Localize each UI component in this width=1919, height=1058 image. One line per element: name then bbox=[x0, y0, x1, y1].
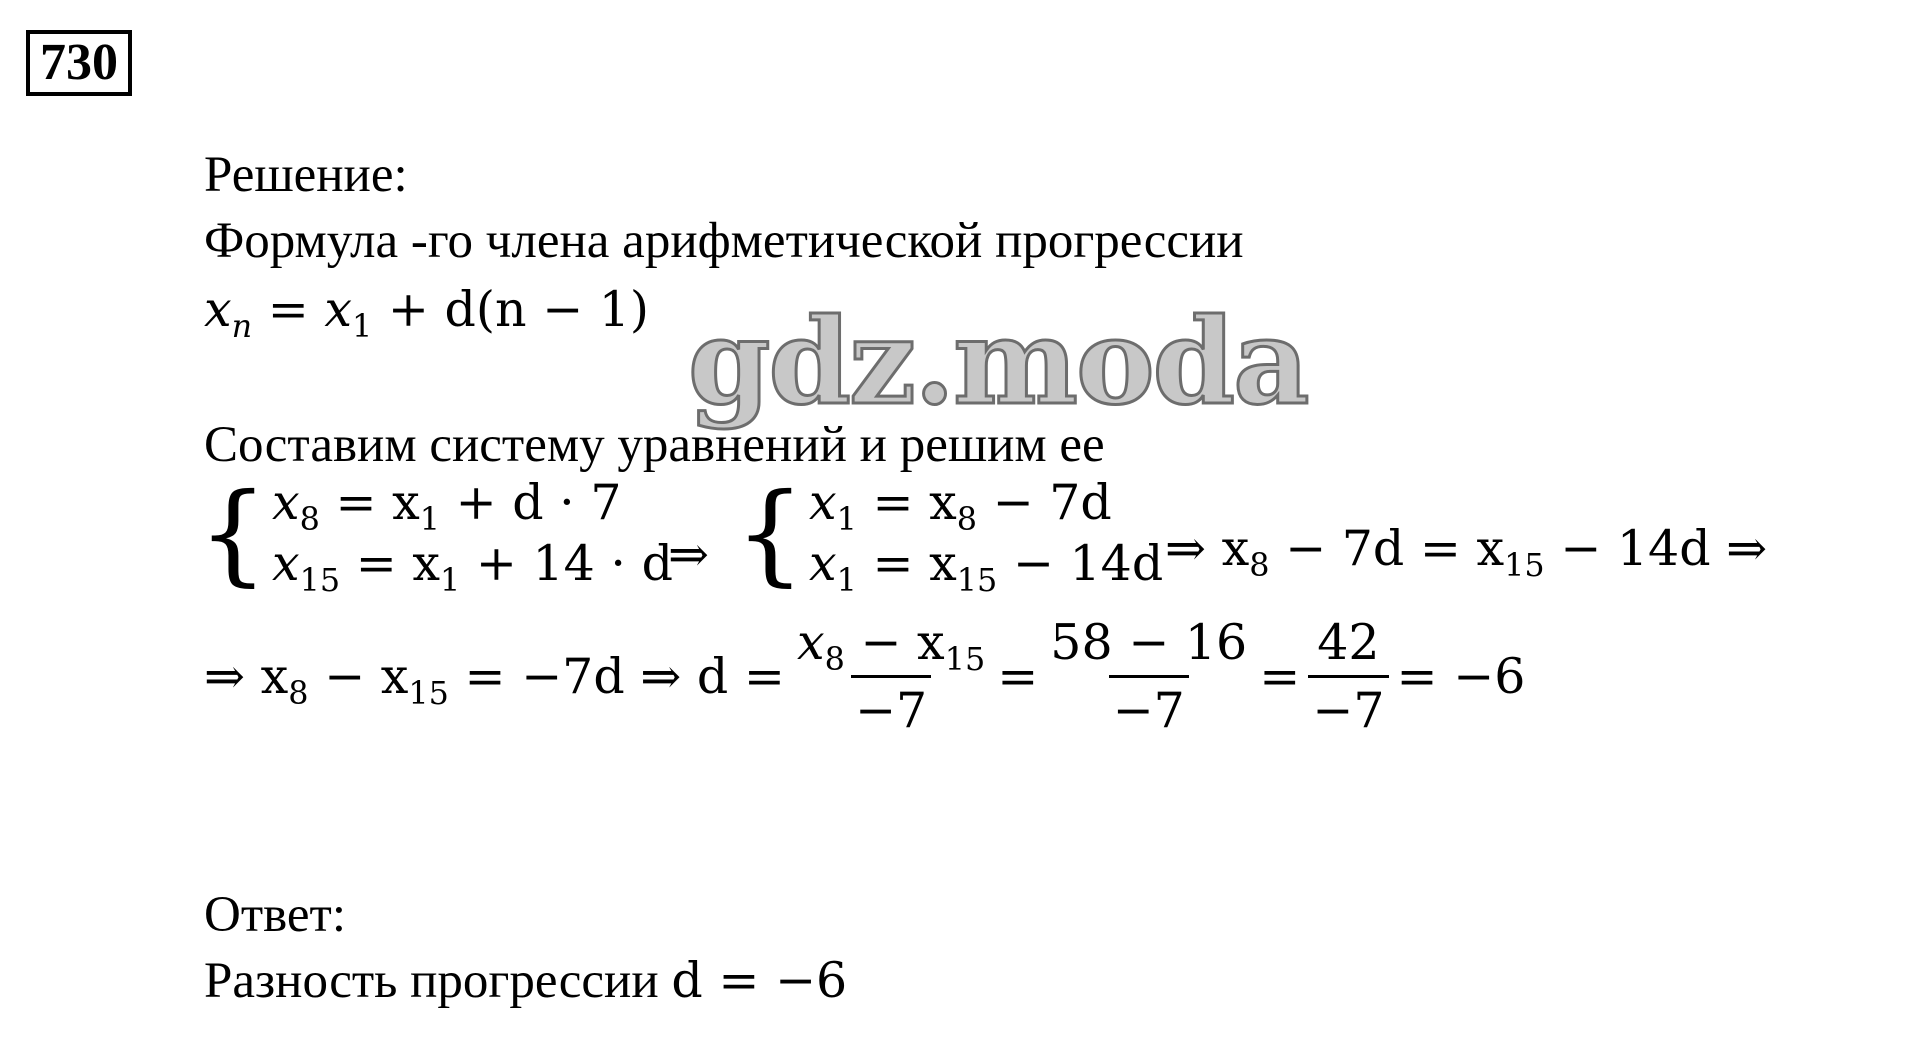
left-brace: { bbox=[198, 469, 268, 597]
system-1-row-1: $x_8 = x_1 + d \cdot 7$ bbox=[272, 474, 622, 539]
problem-number: 730 bbox=[26, 30, 132, 96]
equation-line-2: ⇒ $x_8 - x_{15} = -7d$ ⇒ d = $\frac{x_8 - x_{15}}{-7}$ = $\frac{58 - 16}{-7}$ = $\frac{42}{-7}$ = −6 bbox=[204, 614, 1526, 739]
fraction-1: $\frac{x_8 - x_{15}}{-7}$ bbox=[796, 614, 986, 739]
left-brace: { bbox=[735, 469, 805, 597]
watermark: gdz.moda bbox=[688, 292, 1308, 431]
system-intro: Составим систему уравнений и решим ее bbox=[204, 417, 1105, 473]
fraction-2: $\frac{58 - 16}{-7}$ bbox=[1050, 614, 1248, 739]
general-formula: $x_n = x_1 + d(n - 1)$ bbox=[204, 281, 650, 346]
system-2-row-2: $x_1 = x_{15} - 14d$ bbox=[809, 535, 1164, 600]
system-1 bbox=[198, 469, 673, 600]
answer-line: Разность прогрессии d = −6 bbox=[204, 952, 848, 1009]
implies-arrow-1: ⇒ bbox=[668, 526, 710, 583]
answer-heading: Ответ: bbox=[204, 887, 346, 943]
fraction-3: $\frac{42}{-7}$ bbox=[1308, 618, 1388, 735]
equation-line-2-start: ⇒ $x_8 - x_{15} = -7d$ ⇒ d = bbox=[204, 648, 785, 713]
system-2-row-1: $x_1 = x_8 - 7d$ bbox=[809, 474, 1112, 539]
system-1-row-2: $x_{15} = x_1 + 14 \cdot d$ bbox=[272, 535, 673, 600]
answer-math: d = −6 bbox=[671, 952, 848, 1009]
system-2 bbox=[735, 469, 1164, 600]
equation-line-1: ⇒ $x_8 - 7d = x_{15} - 14d$ ⇒ bbox=[1165, 520, 1768, 585]
solution-heading: Решение: bbox=[204, 147, 408, 203]
formula-intro: Формула -го члена арифметической прогрессии bbox=[204, 213, 1244, 269]
